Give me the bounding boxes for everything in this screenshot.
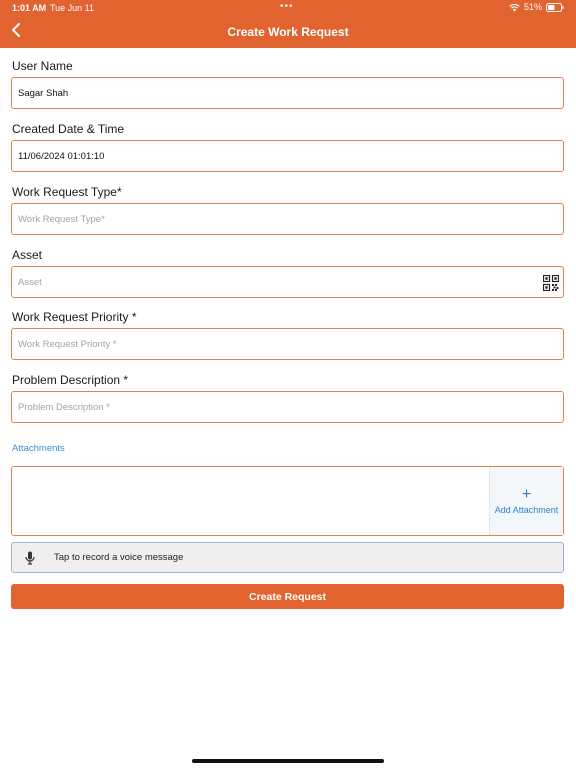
app-header [0,0,576,48]
wifi-icon [509,3,520,12]
battery-icon [546,3,564,12]
priority-placeholder: Work Request Priority * [18,338,117,350]
page-title: Create Work Request [227,25,349,39]
problem-description-field[interactable] [11,391,564,423]
work-request-type-placeholder: Work Request Type* [18,213,105,225]
home-indicator[interactable] [192,759,384,763]
voice-message-label: Tap to record a voice message [54,552,184,563]
plus-icon: + [521,486,532,503]
problem-description-placeholder: Problem Description * [18,401,110,413]
user-name-field[interactable] [11,77,564,109]
record-voice-button[interactable] [11,542,564,573]
status-time: 1:01 AM [12,3,47,13]
status-indicators [509,2,564,12]
battery-percentage: 51% [523,2,542,12]
status-date: Tue Jun 11 [50,3,95,13]
priority-field[interactable] [11,328,564,360]
user-name-label: User Name [12,59,73,73]
work-request-type-field[interactable] [11,203,564,235]
user-name-value: Sagar Shah [18,87,69,99]
work-request-type-label: Work Request Type* [12,185,122,199]
attachments-area [11,466,564,536]
add-attachment-button[interactable] [489,467,563,535]
create-request-button[interactable]: Create Request [11,584,564,609]
created-date-label: Created Date & Time [12,122,125,136]
qr-code-icon[interactable] [543,275,559,291]
created-date-field[interactable] [11,140,564,172]
asset-field[interactable] [11,266,564,298]
status-bar [0,0,576,16]
microphone-icon [24,551,36,565]
asset-placeholder: Asset [18,276,42,288]
asset-label: Asset [12,248,43,262]
attachments-label: Attachments [12,443,65,454]
created-date-value: 11/06/2024 01:01:10 [18,150,105,162]
problem-description-label: Problem Description * [12,373,129,387]
priority-label: Work Request Priority * [12,310,137,324]
add-attachment-label: Add Attachment [494,505,559,515]
multitasking-dots[interactable]: ••• [280,1,294,12]
